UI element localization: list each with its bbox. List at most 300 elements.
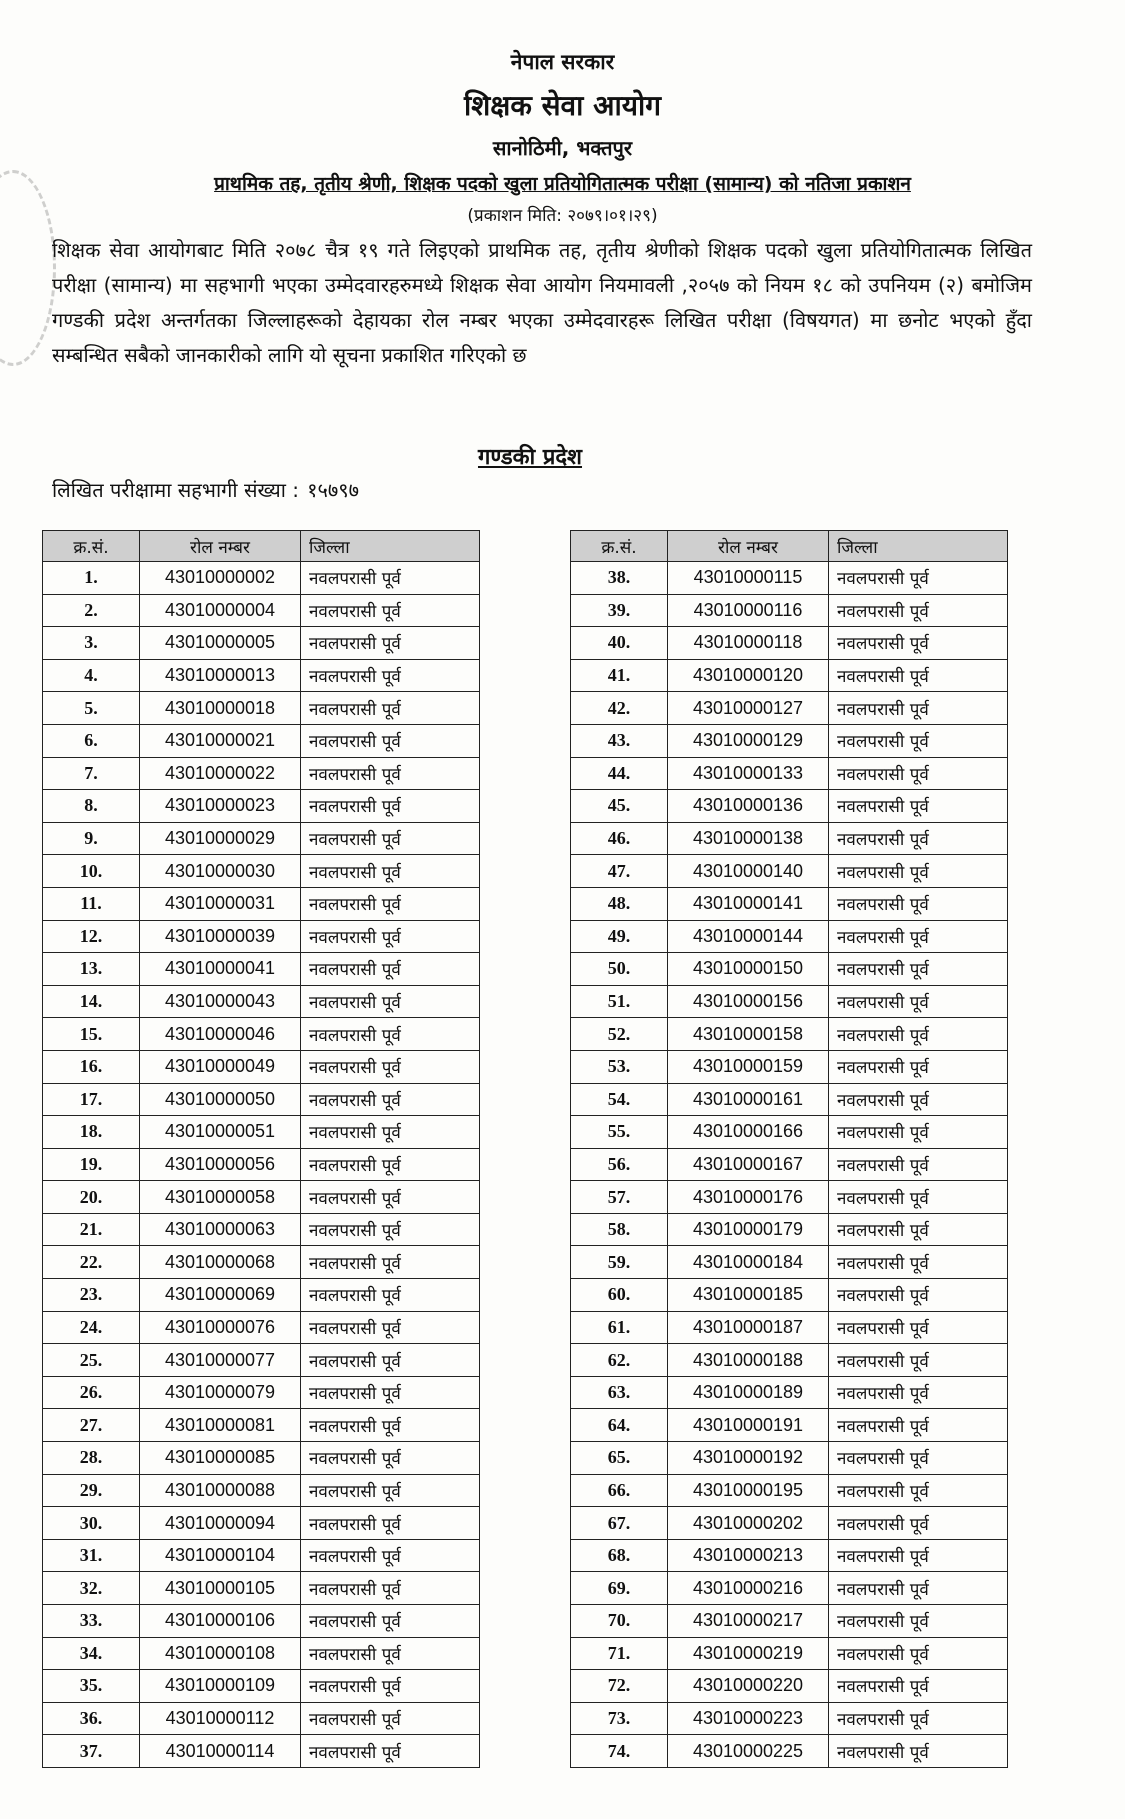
col-header-roll: रोल नम्बर bbox=[140, 531, 301, 562]
district-cell: नवलपरासी पूर्व bbox=[301, 1735, 480, 1768]
serial-number-cell: 42. bbox=[571, 692, 668, 725]
district-cell: नवलपरासी पूर्व bbox=[829, 920, 1008, 953]
col-header-district: जिल्ला bbox=[829, 531, 1008, 562]
district-cell: नवलपरासी पूर्व bbox=[829, 1344, 1008, 1377]
table-header-row bbox=[43, 531, 480, 562]
table-row bbox=[571, 1735, 1008, 1768]
serial-number-cell: 37. bbox=[43, 1735, 140, 1768]
serial-number-cell: 74. bbox=[571, 1735, 668, 1768]
district-cell: नवलपरासी पूर्व bbox=[301, 1148, 480, 1181]
district-cell: नवलपरासी पूर्व bbox=[301, 562, 480, 595]
district-cell: नवलपरासी पूर्व bbox=[301, 1702, 480, 1735]
table-row bbox=[571, 692, 1008, 725]
table-row bbox=[571, 1181, 1008, 1214]
serial-number-cell: 29. bbox=[43, 1474, 140, 1507]
participant-count-value: १५७९७ bbox=[307, 478, 360, 502]
serial-number-cell: 20. bbox=[43, 1181, 140, 1214]
table-row bbox=[571, 1213, 1008, 1246]
serial-number-cell: 9. bbox=[43, 822, 140, 855]
roll-number-cell: 43010000081 bbox=[140, 1409, 301, 1442]
participant-count bbox=[52, 476, 367, 503]
table-row bbox=[43, 1702, 480, 1735]
serial-number-cell: 61. bbox=[571, 1311, 668, 1344]
serial-number-cell: 65. bbox=[571, 1442, 668, 1475]
table-row bbox=[43, 1213, 480, 1246]
roll-number-cell: 43010000187 bbox=[668, 1311, 829, 1344]
district-cell: नवलपरासी पूर्व bbox=[301, 1246, 480, 1279]
commission-name: शिक्षक सेवा आयोग bbox=[464, 89, 661, 122]
roll-number-cell: 43010000063 bbox=[140, 1213, 301, 1246]
district-cell: नवलपरासी पूर्व bbox=[829, 594, 1008, 627]
roll-number-cell: 43010000116 bbox=[668, 594, 829, 627]
roll-number-cell: 43010000069 bbox=[140, 1279, 301, 1312]
district-cell: नवलपरासी पूर्व bbox=[301, 887, 480, 920]
table-row bbox=[571, 855, 1008, 888]
roll-number-cell: 43010000138 bbox=[668, 822, 829, 855]
table-row bbox=[43, 1148, 480, 1181]
table-row bbox=[571, 1605, 1008, 1638]
table-row bbox=[571, 1702, 1008, 1735]
roll-number-cell: 43010000068 bbox=[140, 1246, 301, 1279]
table-row bbox=[571, 724, 1008, 757]
table-row bbox=[43, 1605, 480, 1638]
roll-number-cell: 43010000109 bbox=[140, 1670, 301, 1703]
roll-number-cell: 43010000058 bbox=[140, 1181, 301, 1214]
province-heading: गण्डकी प्रदेश bbox=[477, 445, 583, 470]
district-cell: नवलपरासी पूर्व bbox=[301, 1083, 480, 1116]
table-row bbox=[571, 1050, 1008, 1083]
table-row bbox=[571, 1148, 1008, 1181]
serial-number-cell: 60. bbox=[571, 1279, 668, 1312]
table-row bbox=[571, 985, 1008, 1018]
roll-number-cell: 43010000161 bbox=[668, 1083, 829, 1116]
district-cell: नवलपरासी पूर्व bbox=[301, 1605, 480, 1638]
serial-number-cell: 50. bbox=[571, 953, 668, 986]
district-cell: नवलपरासी पूर्व bbox=[301, 692, 480, 725]
district-cell: नवलपरासी पूर्व bbox=[829, 1637, 1008, 1670]
serial-number-cell: 66. bbox=[571, 1474, 668, 1507]
district-cell: नवलपरासी पूर्व bbox=[829, 822, 1008, 855]
table-row bbox=[43, 1735, 480, 1768]
roll-number-cell: 43010000029 bbox=[140, 822, 301, 855]
roll-number-cell: 43010000189 bbox=[668, 1376, 829, 1409]
table-row bbox=[571, 627, 1008, 660]
serial-number-cell: 72. bbox=[571, 1670, 668, 1703]
table-row bbox=[43, 562, 480, 595]
table-row bbox=[43, 627, 480, 660]
serial-number-cell: 71. bbox=[571, 1637, 668, 1670]
district-cell: नवलपरासी पूर्व bbox=[829, 562, 1008, 595]
table-row bbox=[43, 822, 480, 855]
col-header-district: जिल्ला bbox=[301, 531, 480, 562]
district-cell: नवलपरासी पूर्व bbox=[829, 692, 1008, 725]
serial-number-cell: 17. bbox=[43, 1083, 140, 1116]
table-row bbox=[571, 1474, 1008, 1507]
roll-number-cell: 43010000106 bbox=[140, 1605, 301, 1638]
roll-number-cell: 43010000049 bbox=[140, 1050, 301, 1083]
roll-number-cell: 43010000104 bbox=[140, 1539, 301, 1572]
serial-number-cell: 46. bbox=[571, 822, 668, 855]
roll-number-cell: 43010000225 bbox=[668, 1735, 829, 1768]
serial-number-cell: 73. bbox=[571, 1702, 668, 1735]
serial-number-cell: 4. bbox=[43, 659, 140, 692]
serial-number-cell: 19. bbox=[43, 1148, 140, 1181]
district-cell: नवलपरासी पूर्व bbox=[829, 1735, 1008, 1768]
table-row bbox=[43, 1050, 480, 1083]
roll-number-cell: 43010000216 bbox=[668, 1572, 829, 1605]
col-header-serial: क्र.सं. bbox=[43, 531, 140, 562]
roll-number-cell: 43010000179 bbox=[668, 1213, 829, 1246]
roll-number-cell: 43010000140 bbox=[668, 855, 829, 888]
serial-number-cell: 14. bbox=[43, 985, 140, 1018]
table-row bbox=[43, 920, 480, 953]
table-row bbox=[43, 1637, 480, 1670]
roll-number-cell: 43010000043 bbox=[140, 985, 301, 1018]
roll-number-cell: 43010000114 bbox=[140, 1735, 301, 1768]
roll-number-cell: 43010000223 bbox=[668, 1702, 829, 1735]
district-cell: नवलपरासी पूर्व bbox=[829, 724, 1008, 757]
serial-number-cell: 28. bbox=[43, 1442, 140, 1475]
roll-number-cell: 43010000023 bbox=[140, 790, 301, 823]
serial-number-cell: 39. bbox=[571, 594, 668, 627]
table-row bbox=[43, 985, 480, 1018]
table-row bbox=[43, 1083, 480, 1116]
table-row bbox=[571, 1311, 1008, 1344]
serial-number-cell: 48. bbox=[571, 887, 668, 920]
col-header-roll: रोल नम्बर bbox=[668, 531, 829, 562]
district-cell: नवलपरासी पूर्व bbox=[829, 1572, 1008, 1605]
serial-number-cell: 62. bbox=[571, 1344, 668, 1377]
roll-number-cell: 43010000185 bbox=[668, 1279, 829, 1312]
district-cell: नवलपरासी पूर्व bbox=[829, 1148, 1008, 1181]
table-row bbox=[571, 1279, 1008, 1312]
table-row bbox=[43, 1116, 480, 1149]
serial-number-cell: 3. bbox=[43, 627, 140, 660]
participant-count-label: लिखित परीक्षामा सहभागी संख्या : bbox=[52, 478, 300, 502]
serial-number-cell: 45. bbox=[571, 790, 668, 823]
serial-number-cell: 53. bbox=[571, 1050, 668, 1083]
district-cell: नवलपरासी पूर्व bbox=[301, 1409, 480, 1442]
serial-number-cell: 40. bbox=[571, 627, 668, 660]
roll-number-cell: 43010000051 bbox=[140, 1116, 301, 1149]
roll-number-cell: 43010000079 bbox=[140, 1376, 301, 1409]
serial-number-cell: 31. bbox=[43, 1539, 140, 1572]
serial-number-cell: 30. bbox=[43, 1507, 140, 1540]
table-row bbox=[571, 1539, 1008, 1572]
district-cell: नवलपरासी पूर्व bbox=[829, 1181, 1008, 1214]
roll-number-cell: 43010000195 bbox=[668, 1474, 829, 1507]
table-row bbox=[43, 790, 480, 823]
serial-number-cell: 58. bbox=[571, 1213, 668, 1246]
district-cell: नवलपरासी पूर्व bbox=[829, 1246, 1008, 1279]
roll-number-cell: 43010000191 bbox=[668, 1409, 829, 1442]
serial-number-cell: 36. bbox=[43, 1702, 140, 1735]
serial-number-cell: 1. bbox=[43, 562, 140, 595]
table-row bbox=[571, 1507, 1008, 1540]
serial-number-cell: 18. bbox=[43, 1116, 140, 1149]
district-cell: नवलपरासी पूर्व bbox=[829, 790, 1008, 823]
office-address: सानोठिमी, भक्तपुर bbox=[492, 136, 633, 160]
serial-number-cell: 5. bbox=[43, 692, 140, 725]
district-cell: नवलपरासी पूर्व bbox=[301, 1311, 480, 1344]
table-row bbox=[571, 1637, 1008, 1670]
district-cell: नवलपरासी पूर्व bbox=[829, 887, 1008, 920]
serial-number-cell: 21. bbox=[43, 1213, 140, 1246]
serial-number-cell: 59. bbox=[571, 1246, 668, 1279]
roll-number-cell: 43010000120 bbox=[668, 659, 829, 692]
table-row bbox=[571, 659, 1008, 692]
table-row bbox=[43, 1409, 480, 1442]
roll-number-cell: 43010000002 bbox=[140, 562, 301, 595]
serial-number-cell: 51. bbox=[571, 985, 668, 1018]
table-row bbox=[43, 1018, 480, 1051]
roll-number-cell: 43010000188 bbox=[668, 1344, 829, 1377]
district-cell: नवलपरासी पूर्व bbox=[301, 1213, 480, 1246]
serial-number-cell: 32. bbox=[43, 1572, 140, 1605]
table-row bbox=[571, 953, 1008, 986]
serial-number-cell: 57. bbox=[571, 1181, 668, 1214]
roll-number-cell: 43010000076 bbox=[140, 1311, 301, 1344]
serial-number-cell: 8. bbox=[43, 790, 140, 823]
serial-number-cell: 70. bbox=[571, 1605, 668, 1638]
results-table-right bbox=[570, 530, 1008, 1768]
district-cell: नवलपरासी पूर्व bbox=[301, 724, 480, 757]
serial-number-cell: 41. bbox=[571, 659, 668, 692]
district-cell: नवलपरासी पूर्व bbox=[301, 920, 480, 953]
results-table-left bbox=[42, 530, 480, 1768]
district-cell: नवलपरासी पूर्व bbox=[829, 757, 1008, 790]
publication-date: (प्रकाशन मिति: २०७९।०१।२९) bbox=[467, 206, 658, 226]
roll-number-cell: 43010000094 bbox=[140, 1507, 301, 1540]
district-cell: नवलपरासी पूर्व bbox=[301, 1474, 480, 1507]
district-cell: नवलपरासी पूर्व bbox=[301, 594, 480, 627]
table-row bbox=[43, 1181, 480, 1214]
district-cell: नवलपरासी पूर्व bbox=[829, 1213, 1008, 1246]
table-row bbox=[43, 1279, 480, 1312]
col-header-serial: क्र.सं. bbox=[571, 531, 668, 562]
serial-number-cell: 22. bbox=[43, 1246, 140, 1279]
table-row bbox=[571, 562, 1008, 595]
serial-number-cell: 26. bbox=[43, 1376, 140, 1409]
roll-number-cell: 43010000192 bbox=[668, 1442, 829, 1475]
table-row bbox=[571, 1376, 1008, 1409]
table-row bbox=[571, 822, 1008, 855]
district-cell: नवलपरासी पूर्व bbox=[829, 1311, 1008, 1344]
district-cell: नवलपरासी पूर्व bbox=[301, 1539, 480, 1572]
district-cell: नवलपरासी पूर्व bbox=[829, 1474, 1008, 1507]
roll-number-cell: 43010000056 bbox=[140, 1148, 301, 1181]
roll-number-cell: 43010000202 bbox=[668, 1507, 829, 1540]
roll-number-cell: 43010000220 bbox=[668, 1670, 829, 1703]
serial-number-cell: 25. bbox=[43, 1344, 140, 1377]
roll-number-cell: 43010000021 bbox=[140, 724, 301, 757]
table-row bbox=[43, 1344, 480, 1377]
roll-number-cell: 43010000166 bbox=[668, 1116, 829, 1149]
roll-number-cell: 43010000022 bbox=[140, 757, 301, 790]
district-cell: नवलपरासी पूर्व bbox=[829, 1409, 1008, 1442]
table-row bbox=[571, 790, 1008, 823]
serial-number-cell: 27. bbox=[43, 1409, 140, 1442]
serial-number-cell: 49. bbox=[571, 920, 668, 953]
district-cell: नवलपरासी पूर्व bbox=[301, 757, 480, 790]
serial-number-cell: 11. bbox=[43, 887, 140, 920]
roll-number-cell: 43010000085 bbox=[140, 1442, 301, 1475]
district-cell: नवलपरासी पूर्व bbox=[301, 1181, 480, 1214]
table-row bbox=[43, 692, 480, 725]
serial-number-cell: 33. bbox=[43, 1605, 140, 1638]
district-cell: नवलपरासी पूर्व bbox=[301, 822, 480, 855]
district-cell: नवलपरासी पूर्व bbox=[829, 1376, 1008, 1409]
roll-number-cell: 43010000050 bbox=[140, 1083, 301, 1116]
district-cell: नवलपरासी पूर्व bbox=[301, 790, 480, 823]
roll-number-cell: 43010000041 bbox=[140, 953, 301, 986]
district-cell: नवलपरासी पूर्व bbox=[829, 855, 1008, 888]
roll-number-cell: 43010000136 bbox=[668, 790, 829, 823]
district-cell: नवलपरासी पूर्व bbox=[829, 1442, 1008, 1475]
serial-number-cell: 64. bbox=[571, 1409, 668, 1442]
table-row bbox=[43, 855, 480, 888]
serial-number-cell: 6. bbox=[43, 724, 140, 757]
district-cell: नवलपरासी पूर्व bbox=[829, 985, 1008, 1018]
table-row bbox=[571, 594, 1008, 627]
serial-number-cell: 63. bbox=[571, 1376, 668, 1409]
serial-number-cell: 55. bbox=[571, 1116, 668, 1149]
serial-number-cell: 67. bbox=[571, 1507, 668, 1540]
table-row bbox=[43, 1539, 480, 1572]
roll-number-cell: 43010000129 bbox=[668, 724, 829, 757]
roll-number-cell: 43010000176 bbox=[668, 1181, 829, 1214]
district-cell: नवलपरासी पूर्व bbox=[301, 855, 480, 888]
serial-number-cell: 23. bbox=[43, 1279, 140, 1312]
roll-number-cell: 43010000088 bbox=[140, 1474, 301, 1507]
district-cell: नवलपरासी पूर्व bbox=[301, 1637, 480, 1670]
serial-number-cell: 2. bbox=[43, 594, 140, 627]
district-cell: नवलपरासी पूर्व bbox=[829, 1605, 1008, 1638]
district-cell: नवलपरासी पूर्व bbox=[829, 1539, 1008, 1572]
roll-number-cell: 43010000108 bbox=[140, 1637, 301, 1670]
serial-number-cell: 24. bbox=[43, 1311, 140, 1344]
serial-number-cell: 35. bbox=[43, 1670, 140, 1703]
table-row bbox=[43, 1572, 480, 1605]
roll-number-cell: 43010000158 bbox=[668, 1018, 829, 1051]
roll-number-cell: 43010000046 bbox=[140, 1018, 301, 1051]
serial-number-cell: 13. bbox=[43, 953, 140, 986]
table-row bbox=[43, 659, 480, 692]
table-row bbox=[43, 724, 480, 757]
district-cell: नवलपरासी पूर्व bbox=[301, 627, 480, 660]
roll-number-cell: 43010000018 bbox=[140, 692, 301, 725]
roll-number-cell: 43010000217 bbox=[668, 1605, 829, 1638]
serial-number-cell: 56. bbox=[571, 1148, 668, 1181]
district-cell: नवलपरासी पूर्व bbox=[301, 1050, 480, 1083]
table-row bbox=[43, 757, 480, 790]
table-row bbox=[571, 757, 1008, 790]
district-cell: नवलपरासी पूर्व bbox=[301, 1376, 480, 1409]
roll-number-cell: 43010000118 bbox=[668, 627, 829, 660]
serial-number-cell: 38. bbox=[571, 562, 668, 595]
district-cell: नवलपरासी पूर्व bbox=[829, 953, 1008, 986]
serial-number-cell: 69. bbox=[571, 1572, 668, 1605]
table-row bbox=[43, 1474, 480, 1507]
table-row bbox=[571, 887, 1008, 920]
district-cell: नवलपरासी पूर्व bbox=[301, 1344, 480, 1377]
district-cell: नवलपरासी पूर्व bbox=[829, 1670, 1008, 1703]
table-row bbox=[43, 594, 480, 627]
roll-number-cell: 43010000167 bbox=[668, 1148, 829, 1181]
district-cell: नवलपरासी पूर्व bbox=[829, 1702, 1008, 1735]
notice-body: शिक्षक सेवा आयोगबाट मिति २०७८ चैत्र १९ गते लिइएको प्राथमिक तह, तृतीय श्रेणीको शिक्षक पदको खुला प्रतियोगितात्मक लिखित परीक्षा (सामान्य) मा सहभागी भएका उम्मेदवारहरुमध्ये शिक्षक सेवा आयोग नियमावली ,२०५७ को नियम १८ को उपनियम (२) बमोजिम गण्डकी प्रदेश अन्तर्गतका जिल्लाहरूको देहायका रोल नम्बर भएका उम्मेदवारहरू लिखित परीक्षा (विषयगत) मा छनोट भएको हुँदा सम्बन्धित सबैको जानकारीको लागि यो सूचना प्रकाशित गरिएको छ bbox=[52, 238, 1032, 367]
roll-number-cell: 43010000213 bbox=[668, 1539, 829, 1572]
roll-number-cell: 43010000115 bbox=[668, 562, 829, 595]
district-cell: नवलपरासी पूर्व bbox=[829, 1116, 1008, 1149]
roll-number-cell: 43010000184 bbox=[668, 1246, 829, 1279]
serial-number-cell: 44. bbox=[571, 757, 668, 790]
table-row bbox=[43, 1311, 480, 1344]
district-cell: नवलपरासी पूर्व bbox=[301, 1116, 480, 1149]
serial-number-cell: 16. bbox=[43, 1050, 140, 1083]
roll-number-cell: 43010000141 bbox=[668, 887, 829, 920]
roll-number-cell: 43010000031 bbox=[140, 887, 301, 920]
serial-number-cell: 52. bbox=[571, 1018, 668, 1051]
roll-number-cell: 43010000013 bbox=[140, 659, 301, 692]
district-cell: नवलपरासी पूर्व bbox=[301, 1670, 480, 1703]
table-row bbox=[571, 1083, 1008, 1116]
government-name: नेपाल सरकार bbox=[510, 50, 615, 74]
table-row bbox=[571, 1246, 1008, 1279]
table-row bbox=[571, 1116, 1008, 1149]
roll-number-cell: 43010000156 bbox=[668, 985, 829, 1018]
district-cell: नवलपरासी पूर्व bbox=[301, 985, 480, 1018]
table-row bbox=[43, 1507, 480, 1540]
serial-number-cell: 68. bbox=[571, 1539, 668, 1572]
serial-number-cell: 7. bbox=[43, 757, 140, 790]
table-row bbox=[571, 1572, 1008, 1605]
table-row bbox=[43, 1670, 480, 1703]
roll-number-cell: 43010000150 bbox=[668, 953, 829, 986]
serial-number-cell: 12. bbox=[43, 920, 140, 953]
table-row bbox=[571, 920, 1008, 953]
district-cell: नवलपरासी पूर्व bbox=[301, 1279, 480, 1312]
serial-number-cell: 43. bbox=[571, 724, 668, 757]
district-cell: नवलपरासी पूर्व bbox=[301, 1507, 480, 1540]
serial-number-cell: 34. bbox=[43, 1637, 140, 1670]
district-cell: नवलपरासी पूर्व bbox=[829, 1050, 1008, 1083]
district-cell: नवलपरासी पूर्व bbox=[301, 659, 480, 692]
district-cell: नवलपरासी पूर्व bbox=[829, 1279, 1008, 1312]
table-row bbox=[571, 1344, 1008, 1377]
roll-number-cell: 43010000112 bbox=[140, 1702, 301, 1735]
roll-number-cell: 43010000144 bbox=[668, 920, 829, 953]
table-row bbox=[43, 887, 480, 920]
district-cell: नवलपरासी पूर्व bbox=[301, 953, 480, 986]
table-row bbox=[43, 1376, 480, 1409]
table-header-row bbox=[571, 531, 1008, 562]
roll-number-cell: 43010000004 bbox=[140, 594, 301, 627]
roll-number-cell: 43010000127 bbox=[668, 692, 829, 725]
table-row bbox=[43, 1442, 480, 1475]
office-seal bbox=[0, 170, 56, 366]
serial-number-cell: 47. bbox=[571, 855, 668, 888]
serial-number-cell: 15. bbox=[43, 1018, 140, 1051]
serial-number-cell: 54. bbox=[571, 1083, 668, 1116]
table-row bbox=[571, 1442, 1008, 1475]
roll-number-cell: 43010000030 bbox=[140, 855, 301, 888]
table-row bbox=[43, 1246, 480, 1279]
district-cell: नवलपरासी पूर्व bbox=[829, 1083, 1008, 1116]
district-cell: नवलपरासी पूर्व bbox=[301, 1442, 480, 1475]
table-row bbox=[43, 953, 480, 986]
district-cell: नवलपरासी पूर्व bbox=[829, 1507, 1008, 1540]
